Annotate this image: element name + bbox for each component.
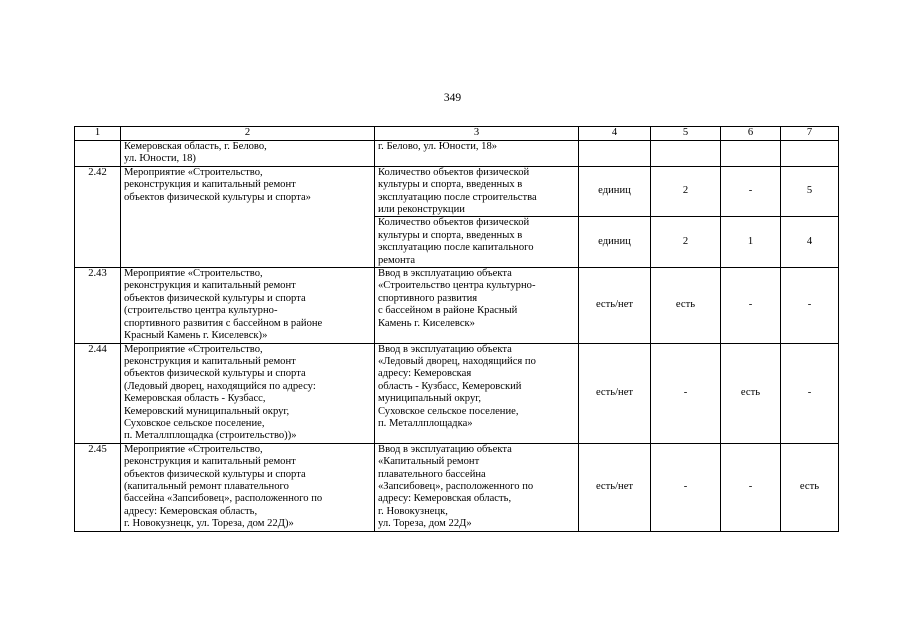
text-line: г. Белово, ул. Юности, 18» [378, 141, 498, 152]
value-cell: - [781, 268, 839, 343]
unit-cell: есть/нет [579, 443, 651, 531]
text-line: (капитальный ремонт плавательного [124, 480, 289, 492]
text-line: адресу: Кемеровская [378, 368, 472, 380]
value-cell: - [721, 443, 781, 531]
text-line: Количество объектов физической [378, 217, 530, 229]
value-cell: 5 [781, 166, 839, 217]
value-cell: - [651, 443, 721, 531]
value-cell [781, 141, 839, 167]
text-line: (Ледовый дворец, находящийся по адресу: [124, 380, 316, 392]
text-line: Суховское сельское поселение, [124, 417, 265, 429]
event-cell [121, 268, 375, 343]
value-cell: - [781, 343, 839, 443]
row-number-cell: 2.45 [75, 443, 121, 531]
value-cell: есть [651, 268, 721, 343]
text-line: Камень г. Киселевск» [378, 317, 475, 329]
event-cell [121, 443, 375, 531]
unit-cell: единиц [579, 217, 651, 268]
indicator-cell [375, 166, 579, 217]
value-cell: есть [781, 443, 839, 531]
unit-cell: есть/нет [579, 343, 651, 443]
indicator-cell [375, 217, 579, 268]
column-number-header: 5 [651, 127, 721, 141]
text-line: культуры и спорта, введенных в [378, 229, 523, 241]
text-line: адресу: Кемеровская область, [124, 505, 258, 517]
text-line: или реконструкции [378, 204, 465, 216]
table-row [75, 166, 839, 217]
text-line: эксплуатацию после капитального [378, 242, 534, 254]
text-line: Ввод в эксплуатацию объекта [378, 443, 512, 455]
text-line: п. Металлплощадка (строительство))» [124, 430, 297, 442]
text-line: Ввод в эксплуатацию объекта [378, 343, 512, 355]
continuation-row [75, 141, 839, 167]
value-cell: - [721, 268, 781, 343]
text-line: Суховское сельское поселение, [378, 405, 519, 417]
text-line: эксплуатацию после строительства [378, 191, 537, 203]
unit-cell: единиц [579, 166, 651, 217]
text-line: г. Новокузнецк, [378, 505, 448, 517]
text-line: (строительство центра культурно- [124, 305, 278, 317]
column-number-header: 1 [75, 127, 121, 141]
text-line: «Строительство центра культурно- [378, 280, 536, 292]
indicator-cell [375, 443, 579, 531]
row-number-cell [75, 141, 121, 167]
text-line: Мероприятие «Строительство, [124, 166, 263, 178]
value-cell: 2 [651, 166, 721, 217]
row-number-cell: 2.44 [75, 343, 121, 443]
value-cell [651, 141, 721, 167]
value-cell [721, 141, 781, 167]
text-line: муниципальный округ, [378, 393, 482, 405]
value-cell: - [651, 343, 721, 443]
text-line: спортивного развития [378, 292, 478, 304]
value-cell: 2 [651, 217, 721, 268]
text-line: реконструкция и капитальный ремонт [124, 355, 296, 367]
text-line: область - Кузбасс, Кемеровский [378, 380, 522, 392]
text-line: Красный Камень г. Киселевск)» [124, 330, 268, 342]
text-line: Кемеровская область - Кузбасс, [124, 393, 266, 405]
row-number-cell: 2.42 [75, 166, 121, 267]
text-line: «Запсибовец», расположенного по [378, 480, 534, 492]
text-line: г. Новокузнецк, ул. Тореза, дом 22Д)» [124, 518, 294, 530]
table-row [75, 268, 839, 343]
text-line: Количество объектов физической [378, 166, 530, 178]
column-number-header: 6 [721, 127, 781, 141]
text-line: Кемеровская область, г. Белово, [124, 141, 267, 152]
table-row [75, 343, 839, 443]
text-line: реконструкция и капитальный ремонт [124, 179, 296, 191]
column-number-header: 7 [781, 127, 839, 141]
text-line: ул. Тореза, дом 22Д» [378, 518, 472, 530]
text-line: объектов физической культуры и спорта [124, 368, 306, 380]
row-number-cell: 2.43 [75, 268, 121, 343]
header-row [75, 127, 839, 141]
text-line: Мероприятие «Строительство, [124, 343, 263, 355]
event-cell [121, 343, 375, 443]
indicator-cell [375, 141, 579, 167]
program-table [74, 126, 839, 532]
text-line: ремонта [378, 254, 416, 266]
event-cell [121, 166, 375, 267]
column-number-header: 3 [375, 127, 579, 141]
text-line: Мероприятие «Строительство, [124, 443, 263, 455]
text-line: спортивного развития с бассейном в районе [124, 317, 323, 329]
unit-cell: есть/нет [579, 268, 651, 343]
text-line: с бассейном в районе Красный [378, 305, 518, 317]
text-line: Мероприятие «Строительство, [124, 268, 263, 280]
text-line: адресу: Кемеровская область, [378, 493, 512, 505]
value-cell: 1 [721, 217, 781, 268]
text-line: плавательного бассейна [378, 468, 486, 480]
unit-cell [579, 141, 651, 167]
column-number-header: 4 [579, 127, 651, 141]
column-number-header: 2 [121, 127, 375, 141]
text-line: реконструкция и капитальный ремонт [124, 456, 296, 468]
page-number: 349 [443, 92, 462, 104]
indicator-cell [375, 343, 579, 443]
event-cell [121, 141, 375, 167]
text-line: Ввод в эксплуатацию объекта [378, 268, 512, 280]
text-line: объектов физической культуры и спорта [124, 292, 306, 304]
text-line: бассейна «Запсибовец», расположенного по [124, 493, 323, 505]
table-row [75, 443, 839, 531]
text-line: реконструкция и капитальный ремонт [124, 280, 296, 292]
value-cell: есть [721, 343, 781, 443]
text-line: п. Металлплощадка» [378, 417, 473, 429]
text-line: Кемеровский муниципальный округ, [124, 405, 290, 417]
value-cell: 4 [781, 217, 839, 268]
text-line: культуры и спорта, введенных в [378, 179, 523, 191]
text-line: ул. Юности, 18) [124, 153, 196, 165]
text-line: «Капитальный ремонт [378, 456, 480, 468]
text-line: «Ледовый дворец, находящийся по [378, 355, 536, 367]
text-line: объектов физической культуры и спорта [124, 468, 306, 480]
text-line: объектов физической культуры и спорта» [124, 191, 311, 203]
indicator-cell [375, 268, 579, 343]
value-cell: - [721, 166, 781, 217]
